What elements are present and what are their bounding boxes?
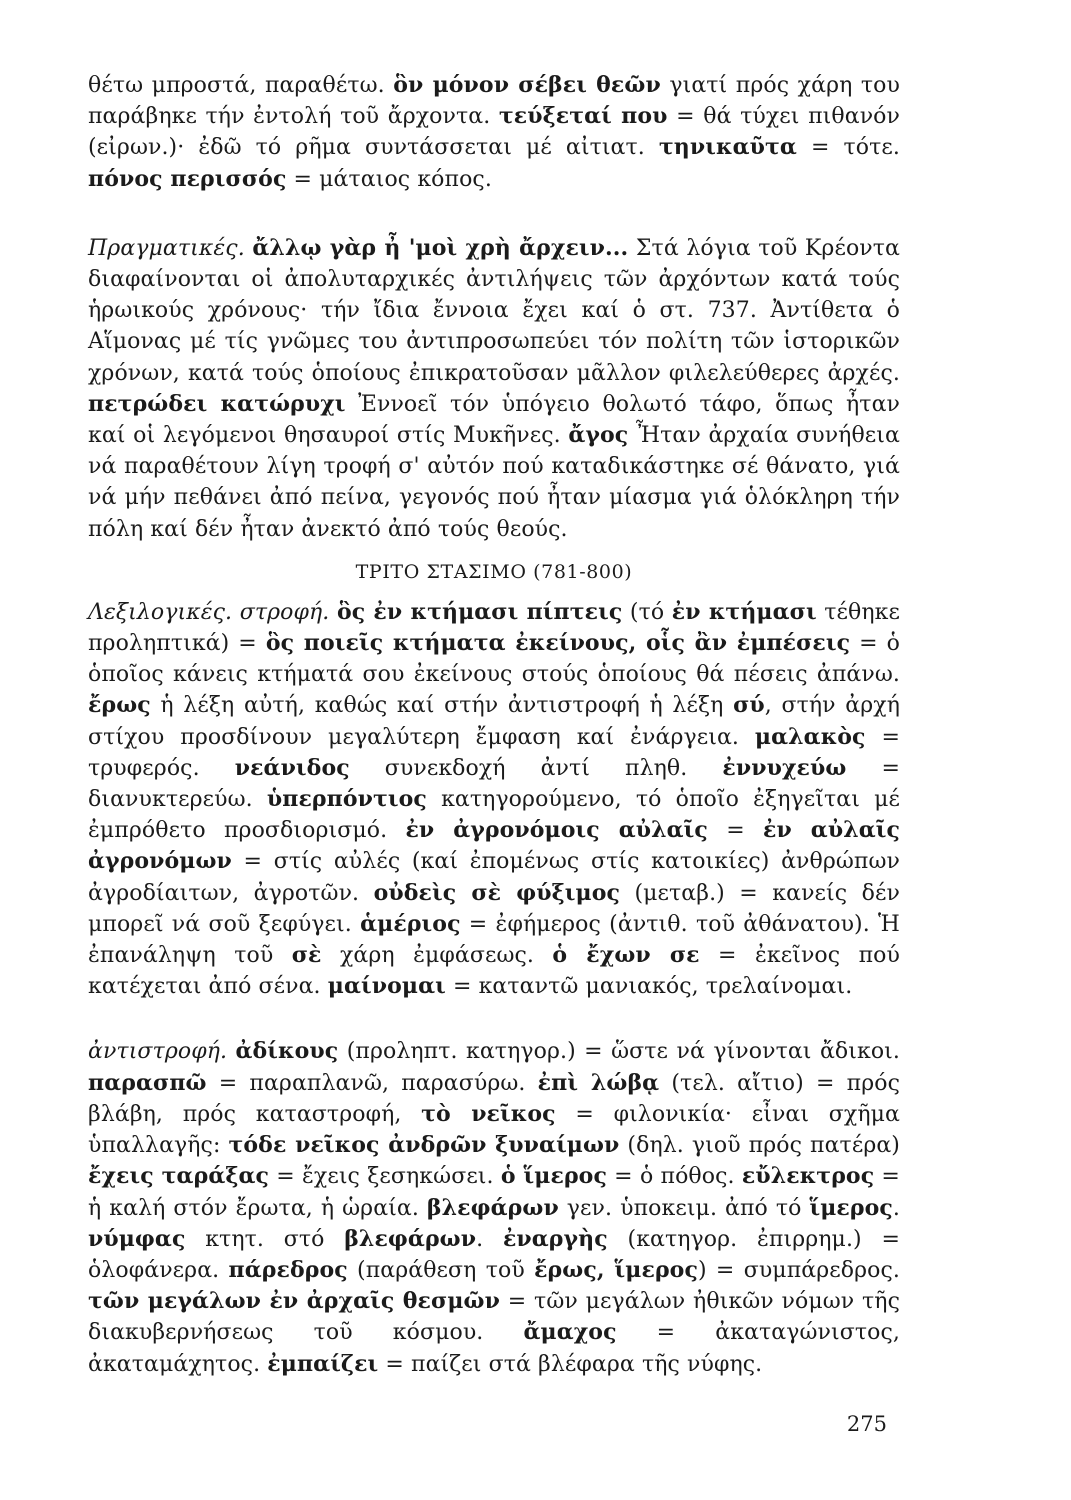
bold-term: ἐπὶ λώβᾳ <box>537 1069 660 1096</box>
bold-term: τὸ νεῖκος <box>421 1100 556 1127</box>
bold-term: βλεφάρων <box>426 1194 559 1221</box>
text-run: = <box>707 818 764 844</box>
bold-term: νύμφας <box>88 1225 186 1252</box>
bold-term: τηνικαῦτα <box>658 134 797 161</box>
bold-term: ἐναργὴς <box>502 1225 608 1252</box>
text-run: . <box>892 1195 901 1221</box>
bold-term: παρασπῶ <box>88 1069 207 1096</box>
bold-term: μαλακὸς <box>754 723 866 750</box>
text-run: τέθηκε προληπτικά) = <box>88 599 901 657</box>
text-run: = παραπλανῶ, παρασύρω. <box>206 1070 538 1096</box>
text-run: Ἐννοεῖ τόν ὑπόγειο θολωτό τάφο, ὅπως ἦταν καί οἱ λεγόμενοι θησαυροί στίς Μυκῆνες. <box>88 391 901 449</box>
section-title: ΤΡΙΤΟ ΣΤΑΣΙΜΟ (781-800) <box>355 560 633 583</box>
text-run: , στήν ἀρχή στίχου προσδίνουν μεγαλύτερη ἔμφαση καί ἐνάργεια. <box>88 693 900 750</box>
text-run: = στίς αὐλές (καί ἐπομένως στίς κατοικίες) ἀνθρώπων ἀγροδίαιτων, ἀγροτῶν. <box>88 849 900 906</box>
bold-term: ἔρως, ἵμερος <box>534 1256 698 1283</box>
page-body <box>88 70 900 1380</box>
text-run: γιατί πρός χάρη του παράβηκε τήν ἐντολή τοῦ ἄρχοντα. <box>88 73 900 130</box>
text-run: Ἦταν ἀρχαία συνήθεια νά παραθέτουν λίγη τροφή σ' αὐτόν πού καταδικάστηκε σέ θάνατο, γιά νά μήν πεθάνει ἀπό πείνα, γεγονός πού ἦταν μίασμα γιά ὁλόκληρη τήν πόλη καί δέν ἦταν ἀνεκτό ἀπό τούς θεούς. <box>88 423 900 542</box>
text-run: = διανυκτερεύω. <box>88 755 900 813</box>
text-run: = ἀκαταγώνιστος, ἀκαταμάχητος. <box>88 1320 900 1377</box>
text-run: = ἔχεις ξεσηκώσει. <box>269 1164 501 1190</box>
text-run: συνεκδοχή ἀντί πληθ. <box>349 755 723 781</box>
bold-term: ἐν κτήμασι <box>671 598 817 625</box>
text-run: . <box>476 1226 503 1252</box>
bold-term: ἄλλῳ γὰρ ἦ 'μοὶ χρὴ ἄρχειν... <box>252 234 629 261</box>
bold-term: ἐν αὐλαῖς ἀγρονόμων <box>88 817 900 875</box>
bold-term: ὑπερπόντιος <box>266 786 427 813</box>
bold-term: τεύξεταί που <box>498 103 668 130</box>
text-run: (μεταβ.) = κανείς δέν μπορεῖ νά σοῦ ξεφύγει. <box>88 880 900 937</box>
text-run: ) = συμπάρεδρος. <box>697 1257 900 1283</box>
text-run: (δηλ. γιοῦ πρός πατέρα) <box>619 1133 900 1159</box>
text-run: (κατηγορ. ἐπιρρημ.) = ὁλοφάνερα. <box>88 1226 901 1283</box>
text-run: θέτω μπροστά, παραθέτω. <box>88 73 394 98</box>
text-run: = ἐκεῖνος πού κατέχεται ἀπό σένα. <box>88 943 900 1000</box>
bold-term: ἐμπαίζει <box>267 1350 379 1377</box>
bold-term: σὲ <box>291 942 322 969</box>
bold-term: ἀδίκους <box>235 1038 339 1065</box>
paragraph-intro <box>88 70 900 195</box>
text-run: = ὁ ὁποῖος κάνεις κτήματά σου ἐκείνους στούς ὁποίους θά πέσεις ἀπάνω. <box>88 631 900 688</box>
paragraph-antistrofi <box>88 1036 900 1379</box>
bold-term: νεάνιδος <box>234 754 350 781</box>
bold-term: ἄγος <box>568 422 629 449</box>
text-run: = ὁ πόθος. <box>606 1164 742 1190</box>
text-run: = τῶν μεγάλων ἠθικῶν νόμων τῆς διακυβερνήσεως τοῦ κόσμου. <box>88 1289 900 1346</box>
text-run: χάρη ἐμφάσεως. <box>321 943 553 969</box>
bold-term: πάρεδρος <box>228 1256 348 1283</box>
bold-term: ὃν μόνον σέβει θεῶν <box>393 72 661 98</box>
bold-term: σύ <box>733 692 765 719</box>
bold-term: εὔλεκτρος <box>741 1163 875 1190</box>
bold-term: ὃς ποιεῖς κτήματα ἐκείνους, οἷς ἂν ἐμπέσεις <box>265 630 851 657</box>
bold-term: ἐννυχεύω <box>722 754 847 781</box>
bold-term: ὃς ἐν κτήμασι πίπτεις <box>336 598 623 625</box>
bold-term: ἵμερος <box>809 1194 893 1221</box>
bold-term: πόνος περισσός <box>88 165 287 192</box>
bold-term: βλεφάρων <box>344 1225 477 1252</box>
text-run: κατηγορούμενο, τό ὁποῖο ἐξηγεῖται μέ ἐμπρόθετο προσδιορισμό. <box>88 787 900 844</box>
text-run: = θά τύχει πιθανόν (εἰρων.)· ἐδῶ τό ρῆμα συντάσσεται μέ αἰτιατ. <box>88 104 900 161</box>
bold-term: ἄμαχος <box>523 1319 617 1346</box>
bold-term: οὐδεὶς σὲ φύξιμος <box>373 879 620 906</box>
page-number: 275 <box>846 1412 887 1436</box>
bold-term: μαίνομαι <box>327 973 446 1000</box>
text-run: = τότε. <box>796 135 900 161</box>
text-run: = ἡ καλή στόν ἔρωτα, ἡ ὡραία. <box>88 1164 900 1221</box>
text-run: κτητ. στό <box>185 1226 345 1252</box>
bold-term: ἔρως <box>88 692 151 719</box>
italic-label: Λεξιλογικές. <box>88 599 233 625</box>
paragraph-pragmatikes <box>88 233 900 545</box>
bold-term: ἔχεις ταράξας <box>88 1163 269 1190</box>
bold-term: τόδε νεῖκος ἀνδρῶν ξυναίμων <box>228 1132 620 1159</box>
bold-term: τῶν μεγάλων ἐν ἀρχαῖς θεσμῶν <box>88 1288 500 1315</box>
bold-term: ὁ ἵμερος <box>500 1163 607 1190</box>
bold-term: πετρώδει κατώρυχι <box>88 390 346 417</box>
text-run: = μάταιος κόπος. <box>286 166 492 192</box>
text-run: = παίζει στά βλέφαρα τῆς νύφης. <box>378 1351 763 1377</box>
text-run: Στά λόγια τοῦ Κρέοντα διαφαίνονται οἱ ἀπολυταρχικές ἀντιλήψεις τῶν ἀρχόντων κατά τούς ἡρωικούς χρόνους· τήν ἴδια ἔννοια ἔχει καί ὁ στ. 737. Ἀντίθετα ὁ Αἵμονας μέ τίς γνῶμες του ἀντιπροσωπεύει τόν πολίτη τῶν ἱστορικῶν χρόνων, κατά τούς ὁποίους ἐπικρατοῦσαν μᾶλλον φιλελεύθερες ἀρχές. <box>88 235 900 386</box>
italic-label: ἀντιστροφή. <box>88 1039 228 1065</box>
text-run: (τό <box>622 599 672 625</box>
text-run: = τρυφερός. <box>88 724 900 781</box>
text-run: (παράθεση τοῦ <box>347 1257 535 1283</box>
bold-term: ἁμέριος <box>360 910 461 937</box>
bold-term: ἐν ἀγρονόμοις αὐλαῖς <box>405 817 708 844</box>
text-run <box>329 600 337 625</box>
text-run: = καταντῶ μανιακός, τρελαίνομαι. <box>445 974 853 1000</box>
text-run: (τελ. αἴτιο) = πρός βλάβη, πρός καταστροφή, <box>88 1070 901 1127</box>
text-run: ἡ λέξη αὐτή, καθώς καί στήν ἀντιστροφή ἡ λέξη <box>150 693 734 719</box>
text-run: = ἐφήμερος (ἀντιθ. τοῦ ἀθάνατου). Ἡ ἐπανάληψη τοῦ <box>88 911 900 969</box>
italic-label: στροφή. <box>239 599 330 625</box>
paragraph-strofi <box>88 597 900 1003</box>
text-run: (προληπτ. κατηγορ.) = ὥστε νά γίνονται ἄδικοι. <box>338 1039 900 1065</box>
bold-term: ὁ ἔχων σε <box>552 942 700 969</box>
text-run: γεν. ὑποκειμ. ἀπό τό <box>558 1195 810 1221</box>
italic-label: Πραγματικές. <box>88 235 245 261</box>
text-run <box>232 600 240 625</box>
text-run: = φιλονικία· εἶναι σχῆμα ὑπαλλαγῆς: <box>88 1101 900 1159</box>
text-run <box>227 1039 235 1064</box>
